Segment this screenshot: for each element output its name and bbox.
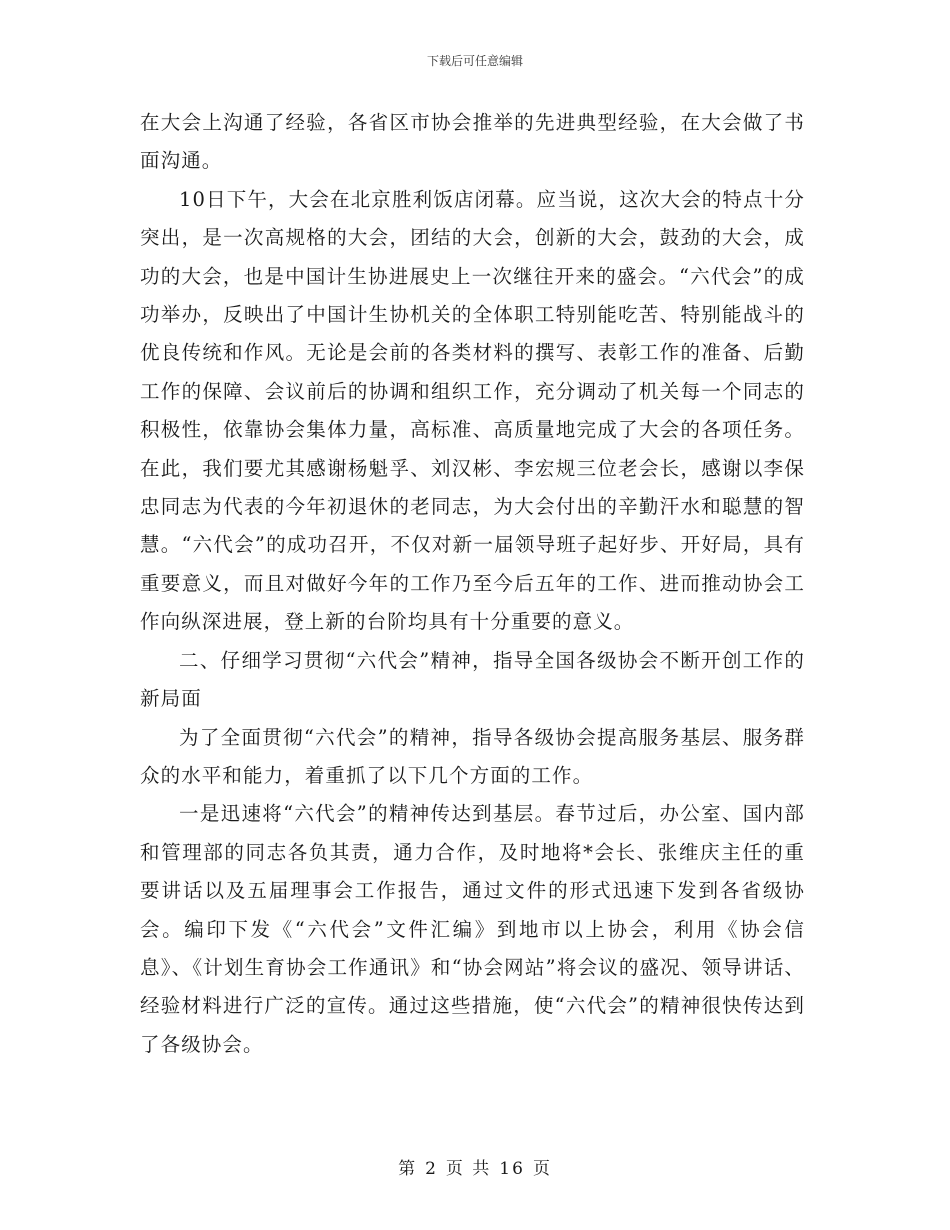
paragraph-1: 在大会上沟通了经验，各省区市协会推举的先进典型经验，在大会做了书面沟通。: [140, 111, 805, 173]
footer-mid: 页 共: [445, 1159, 492, 1179]
paragraph-2: 10日下午，大会在北京胜利饭店闭幕。应当说，这次大会的特点十分突出，是一次高规格的大会，团结的大会，创新的大会，鼓劲的大会，成功的大会，也是中国计生协进展史上一次继往开来的盛会。“六代会”的成功举办，反映出了中国计生协机关的全体职工特别能吃苦、特别能战斗的优良传统和作风。无论是会前的各类材料的撰写、表彰工作的准备、后勤工作的保障、会议前后的协调和组织工作，充分调动了机关每一个同志的积极性，依靠协会集体力量，高标准、高质量地完成了大会的各项任务。在此，我们要尤其感谢杨魁孚、刘汉彬、李宏规三位老会长，感谢以李保忠同志为代表的今年初退休的老同志，为大会付出的辛勤汗水和聪慧的智慧。“六代会”的成功召开，不仅对新一届领导班子起好步、开好局，具有重要意义，而且对做好今年的工作乃至今后五年的工作、进而推动协会工作向纵深进展，登上新的台阶均具有十分重要的意义。: [140, 187, 805, 634]
paragraph-3: 为了全面贯彻“六代会”的精神，指导各级协会提高服务基层、服务群众的水平和能力，着重抓了以下几个方面的工作。: [140, 725, 805, 787]
section-heading-2: 二、仔细学习贯彻“六代会”精神，指导全国各级协会不断开创工作的新局面: [140, 648, 805, 711]
total-page-count: 16: [499, 1159, 525, 1179]
footer-prefix: 第: [398, 1159, 418, 1179]
page-header: 下载后可任意编辑: [426, 54, 523, 68]
current-page-number: 2: [425, 1159, 438, 1179]
page-number-footer: [0, 1154, 950, 1179]
footer-suffix: 页: [532, 1159, 552, 1179]
document-body: [140, 104, 805, 1064]
paragraph-4: 一是迅速将“六代会”的精神传达到基层。春节过后，办公室、国内部和管理部的同志各负其责，通力合作，及时地将*会长、张维庆主任的重要讲话以及五届理事会工作报告，通过文件的形式迅速下发到各省级协会。编印下发《“六代会”文件汇编》到地市以上协会，利用《协会信息》、《计划生育协会工作通讯》和“协会网站”将会议的盛况、领导讲话、经验材料进行广泛的宣传。通过这些措施，使“六代会”的精神很快传达到了各级协会。: [140, 802, 805, 1056]
